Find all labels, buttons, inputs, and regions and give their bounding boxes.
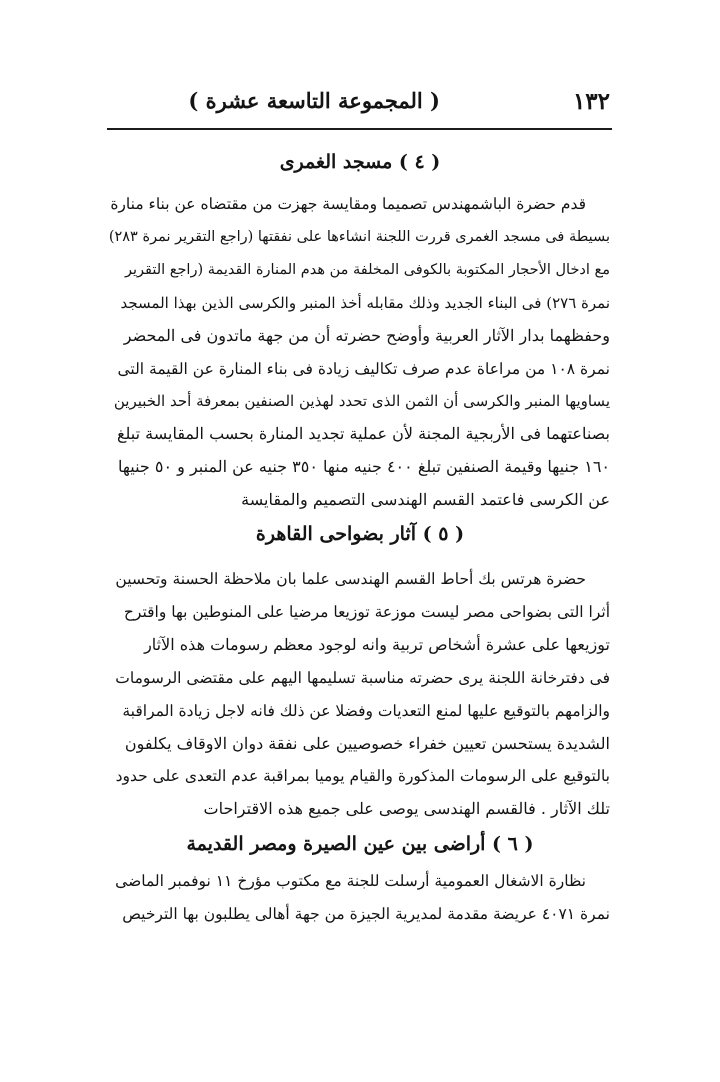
text-line: بالتوقيع على الرسومات المذكورة والقيام يوميا بمراقبة عدم التعدى على حدود [115, 767, 610, 786]
text-line: نمرة ١٠٨ من مراعاة عدم صرف تكاليف زيادة فى بناء المنارة عن القيمة التى [117, 359, 610, 378]
text-line: بسيطة فى مسجد الغمرى قررت اللجنة انشاءها على نفقتها (راجع التقرير نمرة ٢٨٣) [108, 228, 610, 245]
text-line: ١٦٠ جنيها وقيمة الصنفين تبلغ ٤٠٠ جنيه منها ٣٥٠ جنيه عن المنبر و ٥٠ جنيها [118, 457, 610, 477]
text-line: والزامهم بالتوقيع عليها لمنع التعديات وفضلا عن ذلك فانه لاجل زيادة المراقبة [122, 701, 610, 720]
section-heading-cairo-suburbs-monuments: ( ٥ ) آثار بضواحى القاهرة [255, 523, 465, 545]
text-line: بصناعتهما فى الأربجية المجنة لأن عملية تجديد المنارة بحسب المقايسة تبلغ [116, 424, 610, 444]
text-line: توزيعها على عشرة أشخاص تربية وانه لوجود معظم رسومات هذه الآثار [144, 634, 610, 654]
text-line: مع ادخال الأحجار المكتوبة بالكوفى المخلفة من هدم المنارة القديمة (راجع التقرير [124, 261, 610, 278]
text-line: أثرا التى بضواحى مصر ليست موزعة توزيعا مرضيا على المنوطين بها واقترح [123, 602, 610, 621]
text-line: فى دفترخانة اللجنة يرى حضرته مناسبة تسليمها اليهم على مقتضى الرسومات [115, 668, 610, 687]
text-line: نمرة ٤٠٧١ عريضة مقدمة لمديرية الجيزة من جهة أهالى يطلبون بها الترخيص [122, 904, 610, 923]
text-line: نمرة ٢٧٦) فى البناء الجديد وذلك مقابله أخذ المنبر والكرسى الذين بهذا المسجد [120, 293, 610, 312]
section-heading-ain-sira-lands: ( ٦ ) أراضى بين عين الصيرة ومصر القديمة [186, 833, 534, 855]
section-body-ghamri-mosque [110, 188, 610, 517]
text-line: يساويها المنبر والكرسى أن الثمن الذى تحدد لهذين الصنفين بمعرفة أحد الخبيرين [113, 392, 610, 411]
text-line: وحفظهما بدار الآثار العربية وأوضح حضرته أن من جهة ماتدون فى المحضر [123, 325, 610, 345]
text-line: حضرة هرتس بك أحاط القسم الهندسى علما بان ملاحظة الحسنة وتحسين [115, 570, 586, 588]
page-number: ١٣٢ [572, 88, 610, 115]
running-head [110, 84, 610, 124]
volume-title: ( المجموعة التاسعة عشرة ) [188, 88, 440, 113]
text-line: الشديدة يستحسن تعيين خفراء خصوصيين على نفقة دوان الاوقاف يكلفون [124, 733, 610, 753]
section-body-ain-sira-lands [110, 865, 610, 931]
text-line: تلك الآثار . فالقسم الهندسى يوصى على جميع هذه الاقتراحات [203, 799, 610, 819]
text-line: نظارة الاشغال العمومية أرسلت للجنة مع مكتوب مؤرخ ١١ نوفمبر الماضى [115, 872, 586, 890]
section-body-cairo-suburbs-monuments [110, 563, 610, 826]
text-line: عن الكرسى فاعتمد القسم الهندسى التصميم والمقايسة [241, 490, 610, 510]
section-heading-ghamri-mosque: ( ٤ ) مسجد الغمرى [279, 151, 441, 173]
header-rule [107, 128, 612, 130]
text-line: قدم حضرة الباشمهندس تصميما ومقايسة جهزت من مقتضاه عن بناء منارة [110, 195, 586, 213]
